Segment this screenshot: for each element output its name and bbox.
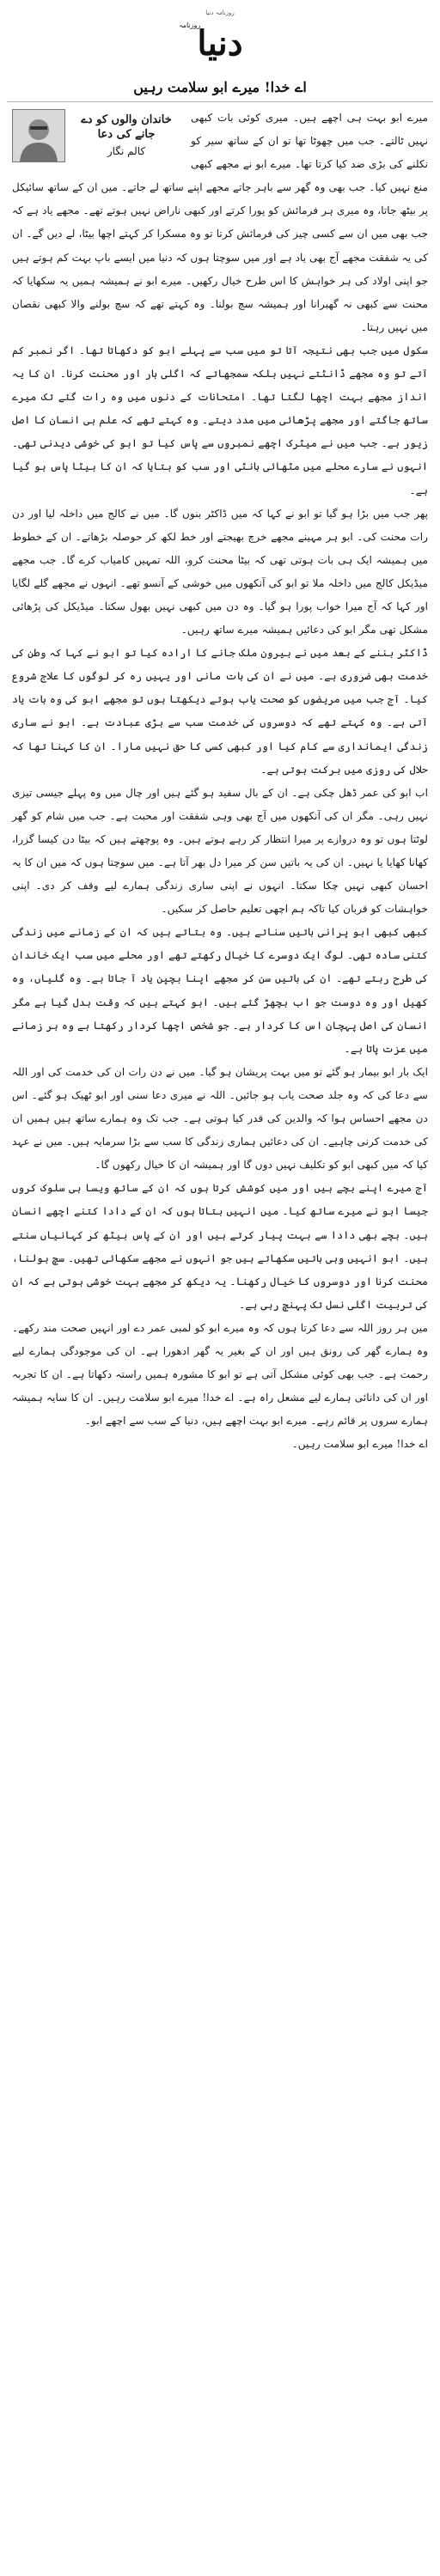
article-paragraph: میرے ابو بہت ہی اچھے ہیں۔ میری کوئی بات کبھی نہیں ٹالتے۔ جب میں چھوٹا تھا تو ان کے ساتھ سیر کو نکلنے کی بڑی ضد کیا کرتا تھا۔ میرے ابو نے مجھے کبھی منع نہیں کیا۔ جب بھی وہ گھر سے باہر جاتے مجھے اپنے ساتھ لے جاتے۔ میں ان کے ساتھ سائیکل پر بیٹھ جاتا، وہ میری ہر فرمائش کو پورا کرتے اور کبھی ناراض نہیں ہوتے تھے۔ مجھے یاد ہے کہ جب بھی میں ان سے کسی چیز کی فرمائش کرتا تو وہ مسکرا کر کہتے اچھا بیٹا، لے دیں گے۔ ان کی یہ شفقت مجھے آج بھی یاد ہے اور میں سوچتا ہوں کہ دنیا میں ایسے باپ بہت کم ہوتے ہیں جو اپنی اولاد کی ہر خواہش کا اس طرح خیال رکھیں۔ میرے ابو نے ہمیشہ ہمیں یہ سکھایا کہ محنت سے کبھی نہ گھبرانا اور ہمیشہ سچ بولنا۔ وہ کہتے تھے کہ سچ بولنے والا کبھی نقصان میں نہیں رہتا۔	[12, 112, 428, 333]
masthead-top-strip: روزنامہ دنیا	[205, 9, 235, 16]
byline-author: کالم نگار	[107, 144, 146, 157]
byline-text	[70, 113, 182, 158]
article-headline: اے خدا! میرے ابو سلامت رہیں	[133, 79, 307, 95]
logo-text: دنیا	[197, 23, 243, 64]
article-paragraph: سکول میں جب بھی نتیجہ آتا تو میں سب سے پہلے ابو کو دکھاتا تھا۔ اگر نمبر کم آتے تو وہ مجھے ڈانٹتے نہیں بلکہ سمجھاتے کہ اگلی بار اور محنت کرنا۔ ان کا یہ انداز مجھے بہت اچھا لگتا تھا۔ امتحانات کے دنوں میں وہ رات گئے تک میرے ساتھ جاگتے اور مجھے پڑھائی میں مدد دیتے۔ وہ کہتے تھے کہ علم ہی انسان کا اصل زیور ہے۔ جب میں نے میٹرک اچھے نمبروں سے پاس کیا تو ابو کی خوشی دیدنی تھی۔ انہوں نے سارے محلے میں مٹھائی بانٹی اور سب کو بتایا کہ ان کا بیٹا پاس ہو گیا ہے۔	[12, 344, 428, 496]
article-paragraph: آج میرے اپنے بچے ہیں اور میں کوشش کرتا ہوں کہ ان کے ساتھ ویسا ہی سلوک کروں جیسا ابو نے میرے ساتھ کیا۔ میں انہیں بتاتا ہوں کہ ان کے دادا کتنے اچھے انسان ہیں۔ بچے بھی دادا سے بہت پیار کرتے ہیں اور ان کے پاس بیٹھ کر کہانیاں سنتے ہیں۔ ابو انہیں وہی باتیں سکھاتے ہیں جو انہوں نے مجھے سکھائی تھیں۔ سچ بولنا، محنت کرنا اور دوسروں کا خیال رکھنا۔ یہ دیکھ کر مجھے بہت خوشی ہوتی ہے کہ ان کی تربیت اگلی نسل تک پہنچ رہی ہے۔	[12, 1182, 428, 1311]
article-body	[12, 107, 428, 1456]
byline-title: خاندان والوں کو دے جانے کی دعا	[81, 113, 172, 141]
author-portrait	[12, 109, 65, 162]
article-paragraph: اب ابو کی عمر ڈھل چکی ہے۔ ان کے بال سفید ہو گئے ہیں اور چال میں وہ پہلے جیسی تیزی نہیں رہی۔ مگر ان کی آنکھوں میں آج بھی وہی شفقت اور محبت ہے۔ جب میں شام کو گھر لوٹتا ہوں تو وہ دروازے پر میرا انتظار کر رہے ہوتے ہیں۔ وہ پوچھتے ہیں کہ بیٹا دن کیسا گزرا، کھانا کھایا یا نہیں۔ ان کی یہ باتیں سن کر میرا دل بھر آتا ہے۔ میں سوچتا ہوں کہ میں ان کا یہ احسان کبھی نہیں چکا سکتا۔ انہوں نے اپنی ساری زندگی ہمارے لیے وقف کر دی۔ اپنی خواہشات کو قربان کیا تاکہ ہم اچھی تعلیم حاصل کر سکیں۔	[12, 786, 428, 916]
person-icon	[13, 110, 64, 161]
headline-divider	[7, 101, 433, 102]
logo-small-text: روزنامہ	[179, 21, 201, 29]
byline-box	[12, 109, 182, 162]
article-paragraph: میں ہر روز اللہ سے دعا کرتا ہوں کہ وہ میرے ابو کو لمبی عمر دے اور انہیں صحت مند رکھے۔ وہ ہمارے گھر کی رونق ہیں اور ان کے بغیر یہ گھر ادھورا ہے۔ ان کی موجودگی ہمارے لیے رحمت ہے۔ جب بھی کوئی مشکل آتی ہے تو ابو کا مشورہ ہمیں راستہ دکھاتا ہے۔ ان کا تجربہ اور ان کی دانائی ہمارے لیے مشعل راہ ہے۔ اے خدا! میرے ابو سلامت رہیں۔ ان کا سایہ ہمیشہ ہمارے سروں پر قائم رہے۔ میرے ابو بہت اچھے ہیں، دنیا کے سب سے اچھے ابو۔	[12, 1321, 428, 1428]
article-paragraph: ڈاکٹر بننے کے بعد میں نے بیرون ملک جانے کا ارادہ کیا تو ابو نے کہا کہ وطن کی خدمت بھی ضروری ہے۔ میں نے ان کی بات مانی اور یہیں رہ کر لوگوں کا علاج شروع کیا۔ آج جب میں مریضوں کو صحت یاب ہوتے دیکھتا ہوں تو مجھے ابو کی وہ بات یاد آتی ہے۔ وہ کہتے تھے کہ دوسروں کی خدمت سب سے بڑی عبادت ہے۔ ابو نے ساری زندگی ایمانداری سے کام کیا اور کبھی کسی کا حق نہیں مارا۔ ان کا کہنا تھا کہ حلال کی روزی میں برکت ہوتی ہے۔	[12, 647, 428, 776]
article-paragraph: ایک بار ابو بیمار ہو گئے تو میں بہت پریشان ہو گیا۔ میں نے دن رات ان کی خدمت کی اور اللہ سے دعا کی کہ وہ جلد صحت یاب ہو جائیں۔ اللہ نے میری دعا سنی اور ابو ٹھیک ہو گئے۔ اس دن مجھے احساس ہوا کہ والدین کی قدر کیا ہوتی ہے۔ جب تک وہ ہمارے ساتھ ہیں ہمیں ان کی خدمت کرنی چاہیے۔ ان کی دعائیں ہماری زندگی کا سب سے بڑا سرمایہ ہیں۔ میں نے عہد کیا کہ میں کبھی ابو کو تکلیف نہیں دوں گا اور ہمیشہ ان کا خیال رکھوں گا۔	[12, 1065, 428, 1172]
masthead	[0, 0, 440, 76]
newspaper-logo	[170, 20, 270, 68]
article-paragraph: کبھی کبھی ابو پرانی باتیں سناتے ہیں۔ وہ بتاتے ہیں کہ ان کے زمانے میں زندگی کتنی سادہ تھی۔ لوگ ایک دوسرے کا خیال رکھتے تھے اور محلے میں سب ایک خاندان کی طرح رہتے تھے۔ ان کی باتیں سن کر مجھے اپنا بچپن یاد آ جاتا ہے۔ وہ گلیاں، وہ کھیل اور وہ دوست جو اب بچھڑ گئے ہیں۔ ابو کہتے ہیں کہ وقت بدل گیا ہے مگر انسان کی اصل پہچان اس کا کردار ہے۔ جو شخص اچھا کردار رکھتا ہے وہ ہر زمانے میں عزت پاتا ہے۔	[12, 926, 428, 1055]
article-paragraph: پھر جب میں بڑا ہو گیا تو ابو نے کہا کہ میں ڈاکٹر بنوں گا۔ میں نے کالج میں داخلہ لیا اور دن رات محنت کی۔ ابو ہر مہینے مجھے خرچ بھیجتے اور خط لکھ کر حوصلہ بڑھاتے۔ ان کے خطوط میں ہمیشہ ایک ہی بات ہوتی تھی کہ بیٹا محنت کرو، اللہ تمہیں کامیاب کرے گا۔ جب مجھے میڈیکل کالج میں داخلہ ملا تو ابو کی آنکھوں میں خوشی کے آنسو تھے۔ انہوں نے مجھے گلے لگایا اور کہا کہ آج میرا خواب پورا ہو گیا۔ وہ دن میں کبھی نہیں بھول سکتا۔ میڈیکل کی پڑھائی مشکل تھی مگر ابو کی دعائیں ہمیشہ میرے ساتھ رہیں۔	[12, 507, 428, 636]
article-closing: اے خدا! میرے ابو سلامت رہیں۔	[291, 1438, 428, 1451]
